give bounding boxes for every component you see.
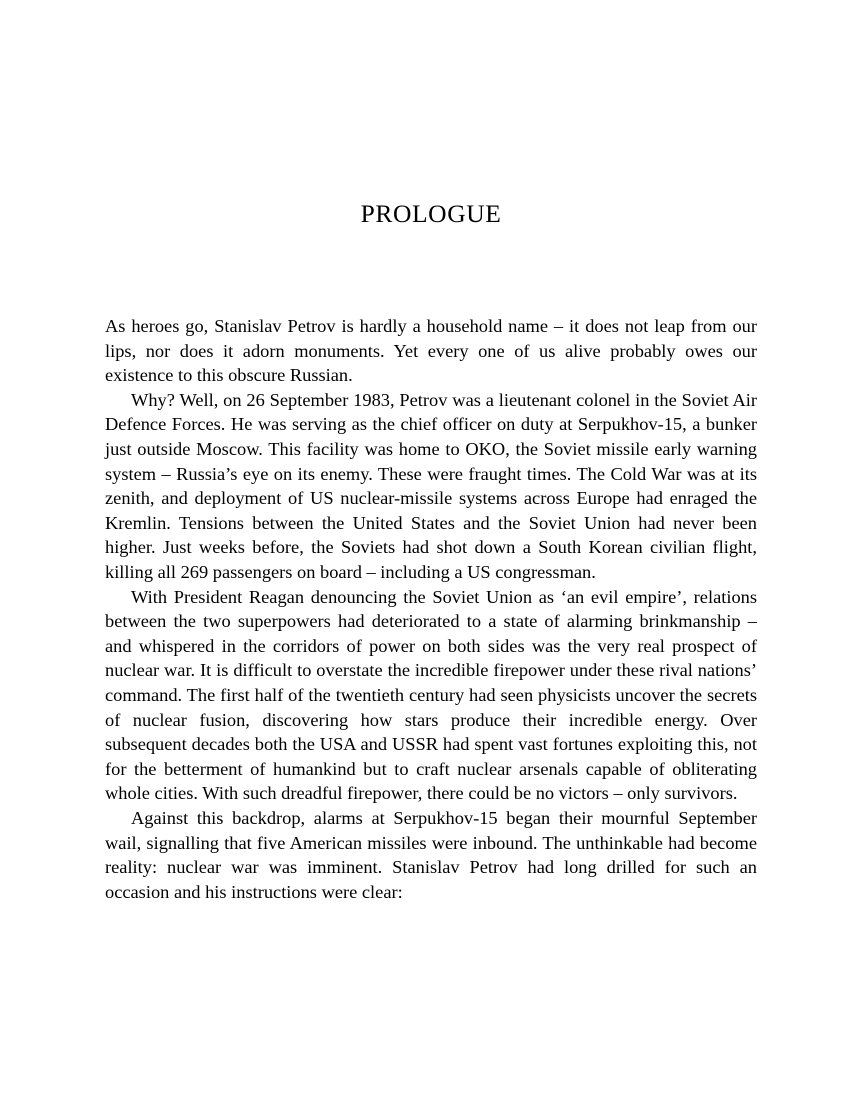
paragraph: Why? Well, on 26 September 1983, Petrov was a lieutenant colonel in the Soviet Air Defence Forces. He was serving as the chief officer on duty at Serpukhov-15, a bunker just outside Moscow. This facility was home to OKO, the Soviet missile early warning system – Russia’s eye on its enemy. These were fraught times. The Cold War was at its zenith, and deployment of US nuclear-missile systems across Europe had enraged the Kremlin. Tensions between the United States and the Soviet Union had never been higher. Just weeks before, the Soviets had shot down a South Korean civilian flight, killing all 269 passengers on board – including a US congressman. <box>105 389 757 582</box>
paragraph: With President Reagan denouncing the Soviet Union as ‘an evil empire’, relations between the two superpowers had deteriorated to a state of alarming brinkmanship – and whispered in the corridors of power on both sides was the very real prospect of nuclear war. It is difficult to overstate the incredible firepower under these rival nations’ command. The first half of the twentieth century had seen physicists uncover the secrets of nuclear fusion, discovering how stars produce their incredible energy. Over subsequent decades both the USA and USSR had spent vast fortunes exploiting this, not for the betterment of humankind but to craft nuclear arsenals capable of obliterating whole cities. With such dreadful firepower, there could be no victors – only survivors. <box>105 586 757 804</box>
paragraph: Against this backdrop, alarms at Serpukhov-15 began their mournful September wail, signalling that five American missiles were inbound. The unthinkable had become reality: nuclear war was imminent. Stanislav Petrov had long drilled for such an occasion and his instructions were clear: <box>105 807 757 902</box>
paragraph: As heroes go, Stanislav Petrov is hardly a household name – it does not leap from our lips, nor does it adorn monuments. Yet every one of us alive probably owes our existence to this obscure Russian. <box>105 316 757 386</box>
body-text <box>105 314 757 904</box>
page-title: PROLOGUE <box>360 199 502 228</box>
page-content <box>105 0 757 904</box>
